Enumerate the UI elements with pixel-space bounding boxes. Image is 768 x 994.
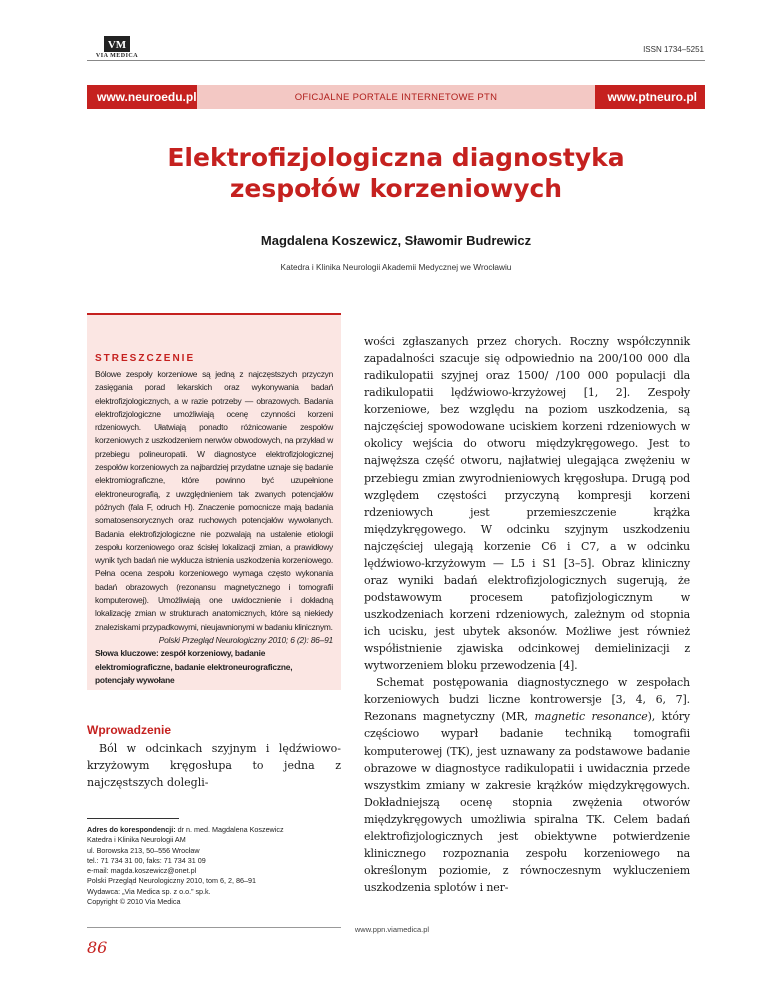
correspondence-line: tel.: 71 734 31 00, faks: 71 734 31 09 — [87, 855, 206, 865]
abstract-body: Bólowe zespoły korzeniowe są jedną z najczęstszych przyczyn zasięgania porad lekarskich oraz wykonywania badań elektrofizjologicznych, a w razie potrzeby — obrazowych. Badania elektrofizjologiczne umożliwiają ocenę czynności korzeni rdzeniowych. Ułatwiają ponadto różnicowanie zespołów korzeniowych z uszkodzeniem nerwów obwodowych, na przykład w przebiegu polineuropatii. W diagnostyce elektrofizjologicznej zespołów korzeniowych za najbardziej przydatne uznaje się badanie elektromiograficzne, które powinno być uzupełnione elektroneurografią, z uwzględnieniem tak zwanych potencjałów późnych (fala F, odruch H). Znaczenie pomocnicze mają badania somatosensorycznych oraz ruchowych potencjałów wywołanych. Badania elektrofizjologiczne nie pozwalają na ustalenie etiologii zespołu korzeniowego oraz ścisłej lokalizacji zmian, a prawidłowy wynik tych badań nie wyklucza istnienia uszkodzenia korzeniowego. Pełna ocena zespołu korzeniowego wymaga często wykonania badań obrazowych (rezonansu magnetycznego i tomografii komputerowej). Umożliwiają one uwidocznienie i dokładną lokalizację zmian w strukturach anatomicznych, które są niekiedy znaleziskami przypadkowymi, nieujawnionymi w badaniu klinicznym. — [95, 369, 333, 632]
body-paragraph: wości zgłaszanych przez chorych. Roczny współczynnik zapadalności szacuje się odpowiednio na 200/100 000 dla radikulopatii szyjnej oraz 1500/ /100 000 populacji dla radikulopatii lędźwiowo-krzyżowej [1, 2]. Zespoły korzeniowe, bez względu na poziom uszkodzenia, są najczęściej spowodowane uciskiem korzeni rdzeniowych w okolicy wejścia do otworu międzykręgowego. Jest to najwęższa część otworu, najłatwiej ulegająca zwężeniu w przebiegu zmian zwyrodnieniowych kręgosłupa. Drugą pod względem częstości przyczyną kompresji korzeni rdzeniowych jest przemieszczenie krążka międzykręgowego. W odcinku szyjnym uszkodzeniu najczęściej ulegają korzenie C6 i C7, a w odcinku lędźwiowo-krzyżowym — L5 i S1 [3–5]. Obraz kliniczny oraz wyniki badań elektrofizjologicznych sugerują, że podstawowym procesem patofizjologicznym w uszkodzeniach korzeni rdzeniowych, zależnym od stopnia ich ucisku, jest ubytek aksonów. Możliwe jest również współistnienie zjawiska odcinkowej demielinizacji z wytworzeniem bloku przewodzenia [4]. — [364, 335, 690, 673]
portal-banner-label: OFICJALNE PORTALE INTERNETOWE PTN — [197, 85, 595, 109]
publisher-name: VIA MEDICA — [95, 53, 139, 59]
correspondence-name: dr n. med. Magdalena Koszewicz — [175, 825, 284, 834]
correspondence-label: Adres do korespondencji: — [87, 825, 176, 834]
abstract-heading: STRESZCZENIE — [95, 353, 196, 364]
issn: ISSN 1734–5251 — [643, 45, 704, 54]
body-italic-term: magnetic resonance — [534, 710, 648, 724]
correspondence-email[interactable]: e-mail: magda.koszewicz@onet.pl — [87, 866, 197, 876]
journal-url[interactable]: www.ppn.viamedica.pl — [354, 925, 430, 934]
body-paragraph: Schemat postępowania diagnostycznego w zespołach korzeniowych budzi liczne kontrowersje [3, 4, 6, 7]. Rezonans magnetyczny (MR, magnetic resonance), który częściowo wyparł badanie techniką tomografii komputerowej (TK), jest uznawany za podstawowe badanie obrazowe w diagnostyce radikulopatii i uwidacznia przede wszystkim zmiany w zakresie krążków międzykręgowych. Dokładniejszą ocenę stopnia zwężenia otworów międzykręgowych umożliwia spiralna TK. Celem badań elektrofizjologicznych jest obiektywne potwierdzenie klinicznego rozpoznania zespołu korzeniowego na określonym poziomie, z równoczesnym wykluczeniem uszkodzenia splotów i ner- — [364, 676, 690, 894]
article-affiliation: Katedra i Klinika Neurologii Akademii Medycznej we Wrocławiu — [280, 262, 512, 272]
correspondence-line: Wydawca: „Via Medica sp. z o.o.” sp.k. — [87, 886, 211, 896]
article-title-line2: zespołów korzeniowych — [229, 174, 563, 203]
right-column-text — [364, 333, 690, 896]
svg-text:VM: VM — [107, 39, 127, 51]
article-authors: Magdalena Koszewicz, Sławomir Budrewicz — [260, 233, 532, 248]
publisher-logo — [87, 36, 147, 59]
correspondence-footnote — [87, 825, 347, 907]
via-medica-logo-icon — [104, 36, 130, 52]
footer-divider — [87, 927, 341, 928]
page-number: 86 — [87, 938, 108, 957]
correspondence-line: Katedra i Klinika Neurologii AM — [87, 835, 186, 845]
section-heading-introduction: Wprowadzenie — [87, 723, 172, 737]
footnote-divider — [87, 818, 179, 819]
correspondence-line: Polski Przegląd Neurologiczny 2010, tom 6, 2, 86–91 — [87, 876, 257, 886]
portal-link-neuroedu[interactable]: www.neuroedu.pl — [87, 85, 197, 109]
article-title — [87, 142, 705, 204]
intro-paragraph — [87, 740, 341, 791]
portal-link-ptneuro[interactable]: www.ptneuro.pl — [595, 85, 705, 109]
correspondence-line: ul. Borowska 213, 50–556 Wrocław — [87, 845, 200, 855]
abstract-box — [87, 315, 341, 690]
portal-bar — [87, 85, 705, 109]
abstract-citation: Polski Przegląd Neurologiczny 2010; 6 (2): 86–91 — [158, 634, 333, 645]
header-divider — [87, 60, 705, 61]
correspondence-line: Copyright © 2010 Via Medica — [87, 897, 181, 907]
abstract-keywords: Słowa kluczowe: zespół korzeniowy, badanie elektromiograficzne, badanie elektroneurograficzne, potencjały wywołane — [95, 648, 293, 685]
intro-paragraph-text: Ból w odcinkach szyjnym i lędźwiowo-krzyżowym kręgosłupa to jedna z najczęstszych dolegli- — [87, 742, 341, 789]
article-title-line1: Elektrofizjologiczna diagnostyka — [167, 143, 625, 172]
